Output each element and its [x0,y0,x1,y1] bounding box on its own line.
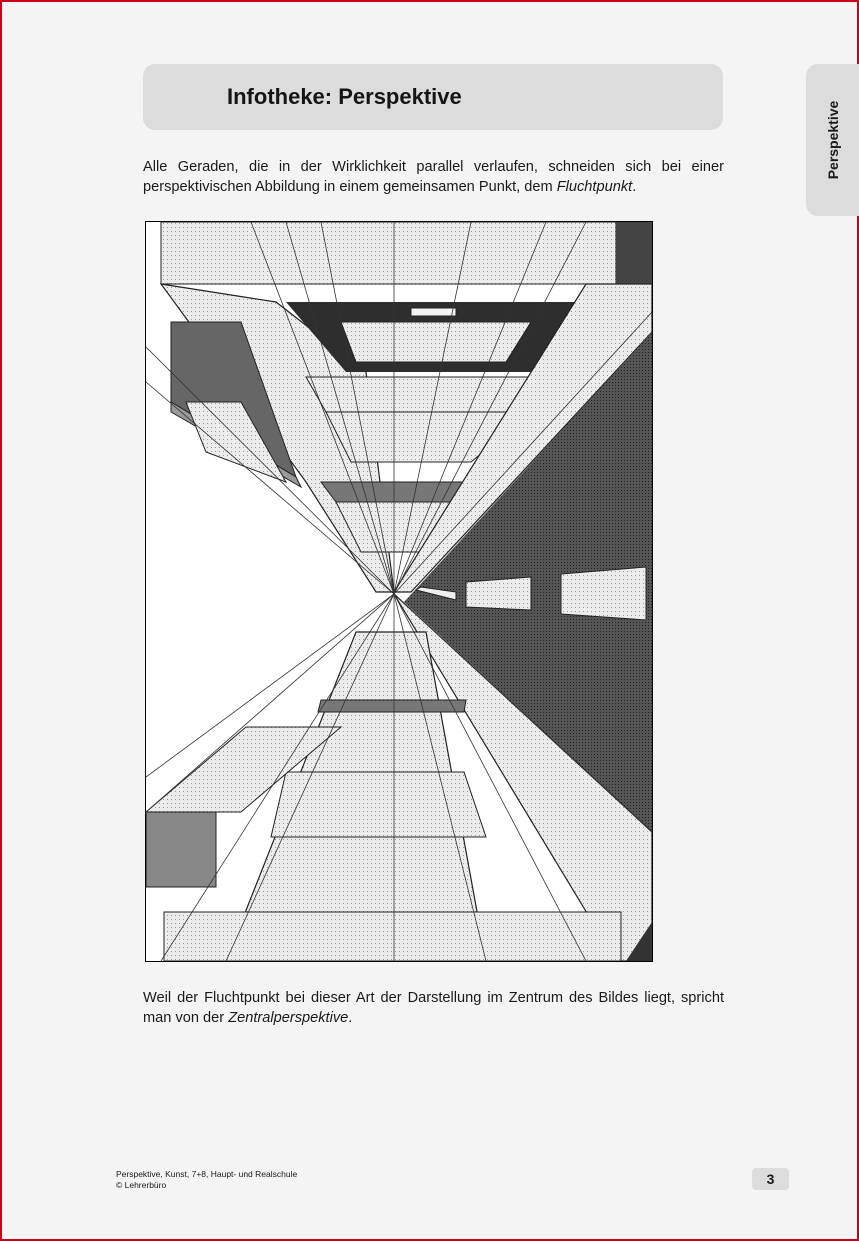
title-box [143,64,723,130]
outro-end: . [348,1010,353,1026]
intro-paragraph [143,157,724,197]
page-number: 3 [752,1168,789,1190]
page-title: Infotheke: Perspektive [227,84,462,109]
side-tab-label: Perspektive [824,100,841,180]
footer-line-1: Perspektive, Kunst, 7+8, Haupt- und Realschule [116,1169,298,1179]
outro-term: Zentralperspektive [228,1010,349,1026]
side-tab [806,64,859,216]
outro-paragraph [143,988,724,1028]
intro-term: Fluchtpunkt [556,179,633,195]
footer-line-2: © Lehrerbüro [116,1180,167,1190]
outro-text: Weil der Fluchtpunkt bei dieser Art der Darstellung im Zentrum des Bildes liegt, spricht man von der [143,990,724,1026]
intro-text: Alle Geraden, die in der Wirklichkeit parallel verlaufen, schneiden sich bei einer perspektivischen Abbildung in einem gemeinsamen Punkt, dem [143,159,724,195]
footer [116,1169,297,1191]
perspective-illustration [145,221,653,962]
intro-end: . [632,179,637,195]
